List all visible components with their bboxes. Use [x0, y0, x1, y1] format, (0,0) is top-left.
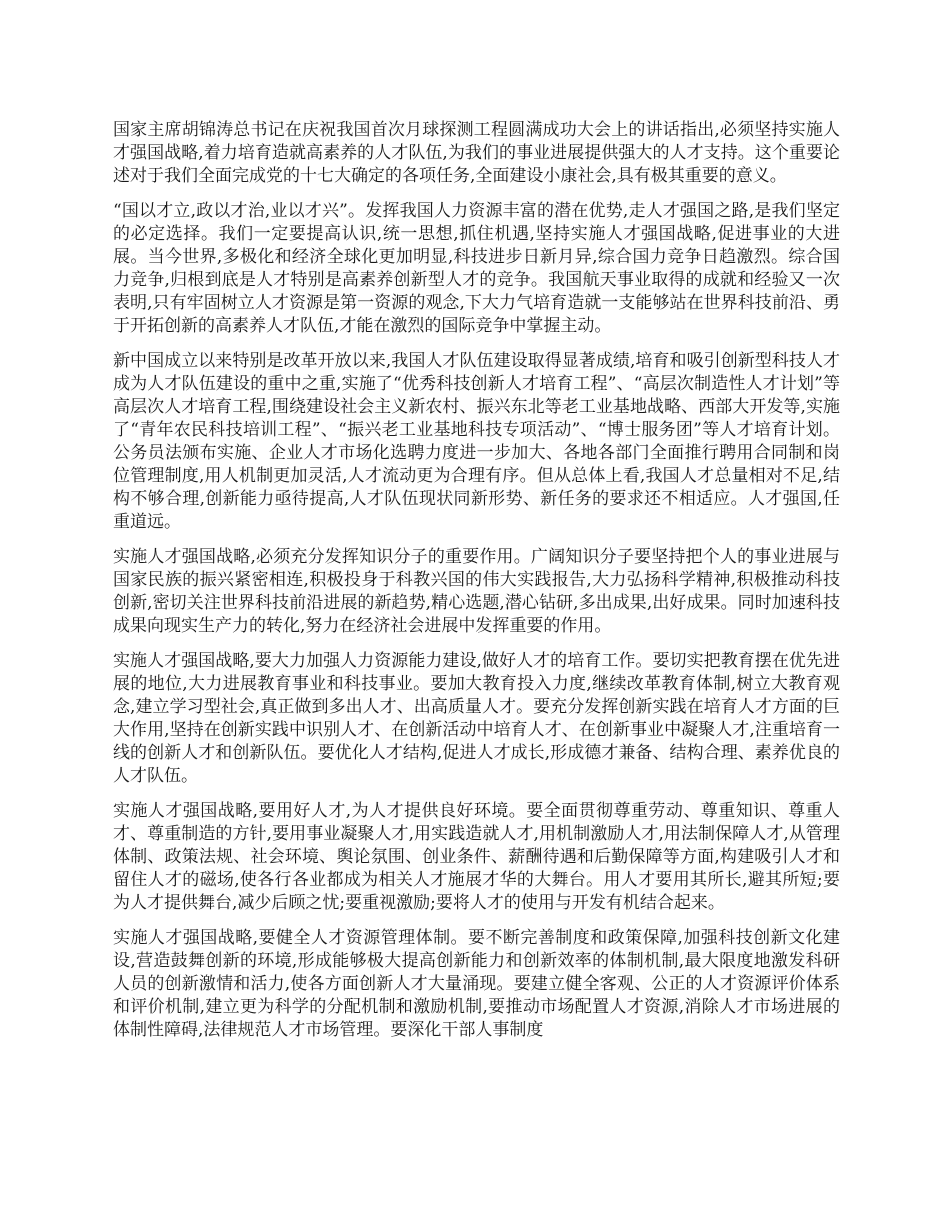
paragraph: 实施人才强国战略,必须充分发挥知识分子的重要作用。广阔知识分子要坚持把个人的事业进展与国家民族的振兴紧密相连,积极投身于科教兴国的伟大实践报告,大力弘扬科学精神,积极推动科技创新,密切关注世界科技前沿进展的新趋势,精心选题,潜心钻研,多出成果,出好成果。同时加速科技成果向现实生产力的转化,努力在经济社会进展中发挥重要的作用。: [113, 547, 840, 636]
document-body: [113, 119, 840, 1054]
paragraph: 国家主席胡锦涛总书记在庆祝我国首次月球探测工程圆满成功大会上的讲话指出,必须坚持实施人才强国战略,着力培育造就高素养的人才队伍,为我们的事业进展提供强大的人才支持。这个重要论述对于我们全面完成党的十七大确定的各项任务,全面建设小康社会,具有极其重要的意义。: [113, 120, 840, 186]
paragraph: 新中国成立以来特别是改革开放以来,我国人才队伍建设取得显著成绩,培育和吸引创新型科技人才成为人才队伍建设的重中之重,实施了“优秀科技创新人才培育工程”、“高层次制造性人才计划”等高层次人才培育工程,围绕建设社会主义新农村、振兴东北等老工业基地战略、西部大开发等,实施了“青年农民科技培训工程”、“振兴老工业基地科技专项活动”、“博士服务团”等人才培育计划。公务员法颁布实施、企业人才市场化选聘力度进一步加大、各地各部门全面推行聘用合同制和岗位管理制度,用人机制更加灵活,人才流动更为合理有序。但从总体上看,我国人才总量相对不足,结构不够合理,创新能力亟待提高,人才队伍现状同新形势、新任务的要求还不相适应。人才强国,任重道远。: [113, 351, 840, 532]
paragraph: 实施人才强国战略,要大力加强人力资源能力建设,做好人才的培育工作。要切实把教育摆在优先进展的地位,大力进展教育事业和科技事业。要加大教育投入力度,继续改革教育体制,树立大教育观念,建立学习型社会,真正做到多出人才、出高质量人才。要充分发挥创新实践在培育人才方面的巨大作用,坚持在创新实践中识别人才、在创新活动中培育人才、在创新事业中凝聚人才,注重培育一线的创新人才和创新队伍。要优化人才结构,促进人才成长,形成德才兼备、结构合理、素养优良的人才队伍。: [113, 651, 840, 786]
paragraph: 实施人才强国战略,要健全人才资源管理体制。要不断完善制度和政策保障,加强科技创新文化建设,营造鼓舞创新的环境,形成能够极大提高创新能力和创新效率的体制机制,最大限度地激发科研人员的创新激情和活力,使各方面创新人才大量涌现。要建立健全客观、公正的人才资源评价体系和评价机制,建立更为科学的分配机制和激励机制,要推动市场配置人才资源,消除人才市场进展的体制性障碍,法律规范人才市场管理。要深化干部人事制度: [113, 928, 840, 1040]
paragraph: 实施人才强国战略,要用好人才,为人才提供良好环境。要全面贯彻尊重劳动、尊重知识、尊重人才、尊重制造的方针,要用事业凝聚人才,用实践造就人才,用机制激励人才,用法制保障人才,从管理体制、政策法规、社会环境、舆论氛围、创业条件、薪酬待遇和后勤保障等方面,构建吸引人才和留住人才的磁场,使各行各业都成为相关人才施展才华的大舞台。用人才要用其所长,避其所短;要为人才提供舞台,减少后顾之忧;要重视激励;要将人才的使用与开发有机结合起来。: [113, 801, 840, 913]
paragraph: “国以才立,政以才治,业以才兴”。发挥我国人力资源丰富的潜在优势,走人才强国之路,是我们坚定的必定选择。我们一定要提高认识,统一思想,抓住机遇,坚持实施人才强国战略,促进事业的大进展。当今世界,多极化和经济全球化更加明显,科技进步日新月异,综合国力竞争日趋激烈。综合国力竞争,归根到底是人才特别是高素养创新型人才的竞争。我国航天事业取得的成就和经验又一次表明,只有牢固树立人才资源是第一资源的观念,下大力气培育造就一支能够站在世界科技前沿、勇于开拓创新的高素养人才队伍,才能在激烈的国际竞争中掌握主动。: [113, 201, 840, 336]
